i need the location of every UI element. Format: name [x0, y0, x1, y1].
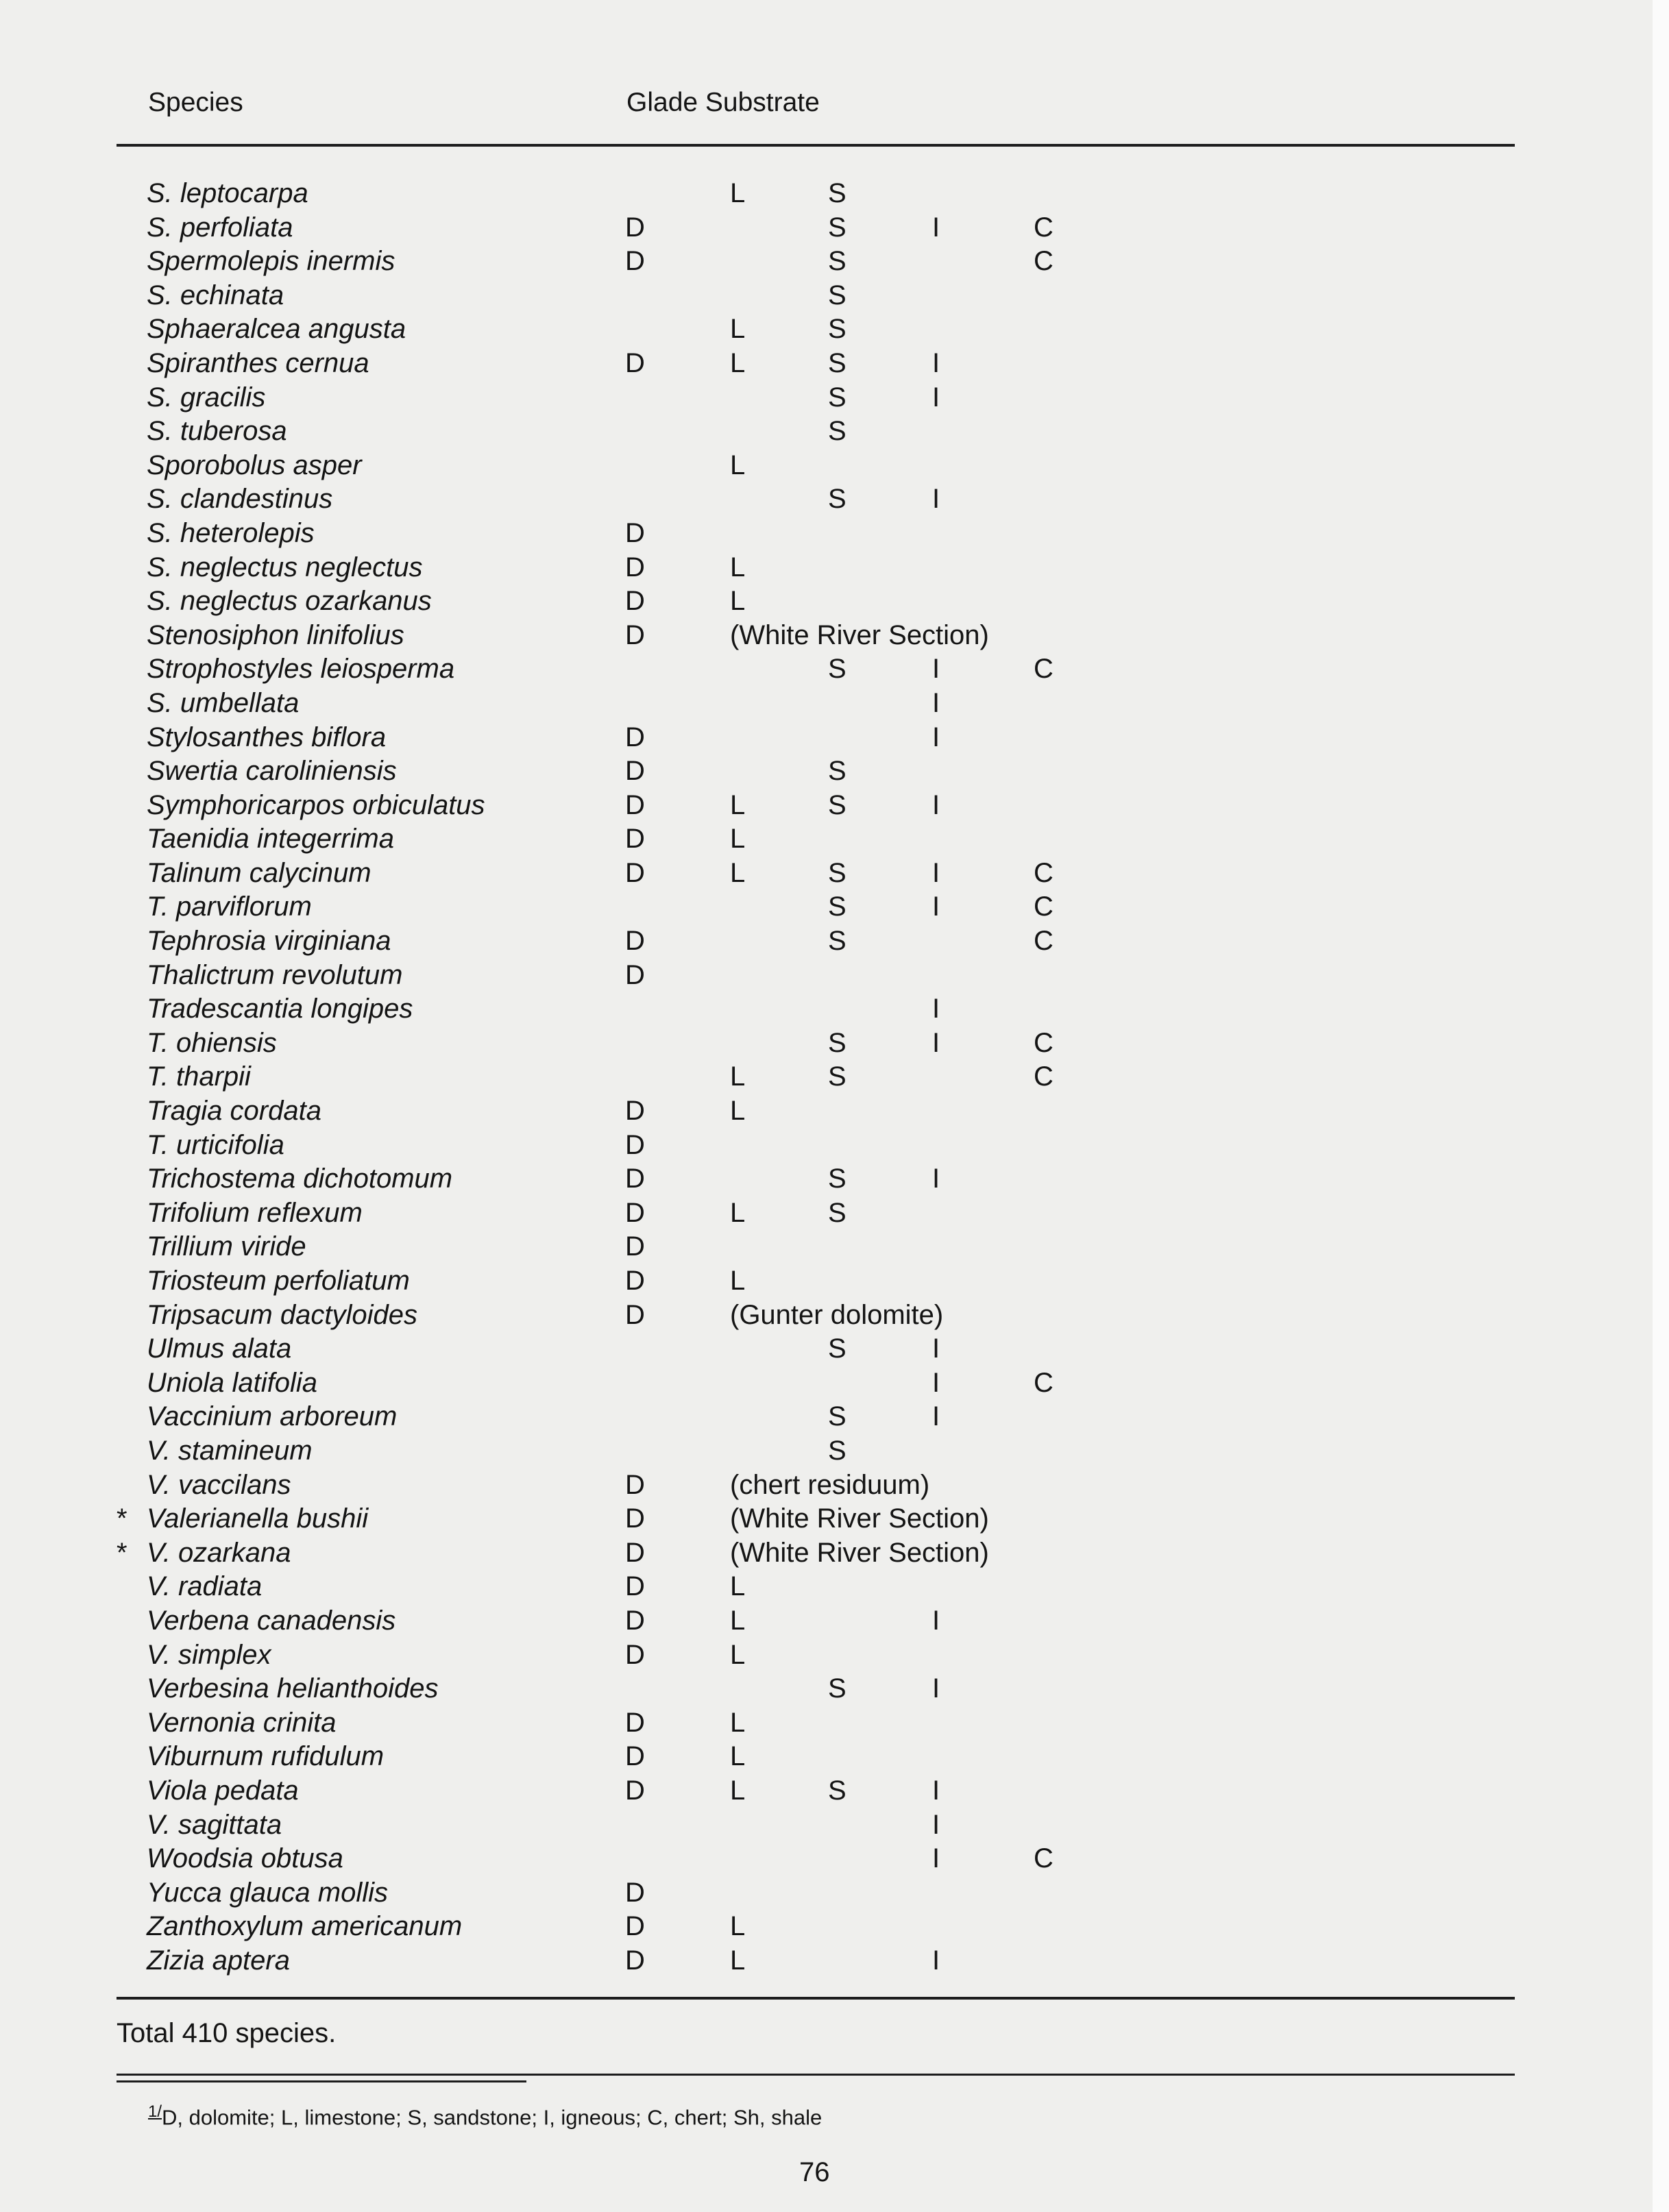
species-name: Sphaeralcea angusta	[147, 314, 406, 345]
dolomite-mark: D	[625, 756, 645, 787]
igneous-mark: I	[932, 892, 940, 922]
sandstone-mark: S	[828, 1197, 846, 1228]
species-name: Tephrosia virginiana	[147, 926, 391, 957]
species-name: Verbena canadensis	[147, 1605, 396, 1636]
species-name: V. stamineum	[147, 1435, 313, 1466]
dolomite-mark: D	[625, 824, 645, 855]
species-name: Vernonia crinita	[147, 1707, 337, 1738]
table-row	[0, 1332, 1669, 1366]
table-row	[0, 551, 1669, 585]
table-row	[0, 381, 1669, 415]
footnote-rule	[117, 2080, 526, 2082]
dolomite-mark: D	[625, 926, 645, 957]
limestone-mark: L	[730, 789, 746, 820]
table-row	[0, 1502, 1669, 1536]
dolomite-mark: D	[625, 1231, 645, 1262]
table-row	[0, 1400, 1669, 1434]
asterisk-mark: *	[117, 1503, 127, 1534]
sandstone-mark: S	[828, 1334, 846, 1364]
sandstone-mark: S	[828, 1401, 846, 1432]
table-row	[0, 177, 1669, 211]
species-name: Verbesina helianthoides	[147, 1673, 439, 1704]
species-name: Sporobolus asper	[147, 450, 362, 480]
table-row	[0, 619, 1669, 653]
igneous-mark: I	[932, 857, 940, 888]
table-row	[0, 1468, 1669, 1503]
species-name: S. echinata	[147, 280, 284, 310]
table-row	[0, 822, 1669, 857]
igneous-mark: I	[932, 1164, 940, 1194]
species-name: T. ohiensis	[147, 1027, 277, 1058]
table-row	[0, 1740, 1669, 1774]
chert-mark: C	[1034, 1061, 1053, 1092]
substrate-note: (Gunter dolomite)	[730, 1299, 944, 1330]
species-name: Uniola latifolia	[147, 1367, 318, 1398]
igneous-mark: I	[932, 1843, 940, 1874]
chert-mark: C	[1034, 926, 1053, 957]
dolomite-mark: D	[625, 1571, 645, 1602]
table-row	[0, 924, 1669, 959]
limestone-mark: L	[730, 1775, 746, 1806]
table-row	[0, 1366, 1669, 1401]
table-row	[0, 687, 1669, 721]
species-name: Tripsacum dactyloides	[147, 1299, 417, 1330]
species-name: S. heterolepis	[147, 517, 315, 548]
dolomite-mark: D	[625, 517, 645, 548]
sandstone-mark: S	[828, 789, 846, 820]
dolomite-mark: D	[625, 1945, 645, 1976]
igneous-mark: I	[932, 1775, 940, 1806]
sandstone-mark: S	[828, 1027, 846, 1058]
table-row	[0, 482, 1669, 517]
limestone-mark: L	[730, 824, 746, 855]
species-name: V. ozarkana	[147, 1537, 291, 1568]
table-row	[0, 1944, 1669, 1978]
species-name: S. perfoliata	[147, 212, 293, 243]
sandstone-mark: S	[828, 314, 846, 345]
dolomite-mark: D	[625, 789, 645, 820]
species-name: Tradescantia longipes	[147, 994, 413, 1024]
chert-mark: C	[1034, 857, 1053, 888]
dolomite-mark: D	[625, 1775, 645, 1806]
chert-mark: C	[1034, 1027, 1053, 1058]
species-name: V. simplex	[147, 1639, 271, 1670]
species-name: Ulmus alata	[147, 1334, 292, 1364]
dolomite-mark: D	[625, 1639, 645, 1670]
dolomite-mark: D	[625, 1469, 645, 1500]
dolomite-mark: D	[625, 347, 645, 378]
igneous-mark: I	[932, 1809, 940, 1840]
table-row	[0, 1910, 1669, 1944]
chert-mark: C	[1034, 654, 1053, 685]
igneous-mark: I	[932, 1673, 940, 1704]
igneous-mark: I	[932, 1401, 940, 1432]
table-row	[0, 1638, 1669, 1673]
limestone-mark: L	[730, 1061, 746, 1092]
sandstone-mark: S	[828, 178, 846, 208]
column-header-species: Species	[148, 88, 243, 117]
sandstone-mark: S	[828, 347, 846, 378]
species-name: S. clandestinus	[147, 484, 333, 515]
sandstone-mark: S	[828, 857, 846, 888]
table-row	[0, 1434, 1669, 1468]
table-row	[0, 1094, 1669, 1129]
dolomite-mark: D	[625, 586, 645, 617]
dolomite-mark: D	[625, 1911, 645, 1942]
dolomite-mark: D	[625, 1129, 645, 1160]
dolomite-mark: D	[625, 1096, 645, 1127]
igneous-mark: I	[932, 1334, 940, 1364]
species-name: Zizia aptera	[147, 1945, 290, 1976]
species-name: Talinum calycinum	[147, 857, 371, 888]
species-name: T. urticifolia	[147, 1129, 284, 1160]
species-name: V. radiata	[147, 1571, 263, 1602]
species-name: Zanthoxylum americanum	[147, 1911, 463, 1942]
species-name: Trillium viride	[147, 1231, 306, 1262]
table-row	[0, 1536, 1669, 1571]
igneous-mark: I	[932, 1027, 940, 1058]
species-name: S. umbellata	[147, 687, 300, 718]
table-row	[0, 1299, 1669, 1333]
limestone-mark: L	[730, 347, 746, 378]
sandstone-mark: S	[828, 1061, 846, 1092]
species-name: Tragia cordata	[147, 1096, 321, 1127]
substrate-note: (White River Section)	[730, 619, 989, 650]
limestone-mark: L	[730, 1096, 746, 1127]
table-row	[0, 517, 1669, 551]
dolomite-mark: D	[625, 959, 645, 990]
species-name: Triosteum perfoliatum	[147, 1266, 410, 1296]
table-row	[0, 1808, 1669, 1843]
table-row	[0, 211, 1669, 245]
table-row	[0, 1774, 1669, 1808]
igneous-mark: I	[932, 789, 940, 820]
species-name: Swertia caroliniensis	[147, 756, 397, 787]
table-row	[0, 449, 1669, 483]
species-name: S. gracilis	[147, 382, 266, 413]
table-row	[0, 279, 1669, 313]
dolomite-mark: D	[625, 1707, 645, 1738]
table-row	[0, 1027, 1669, 1061]
species-name: T. tharpii	[147, 1061, 251, 1092]
limestone-mark: L	[730, 1707, 746, 1738]
dolomite-mark: D	[625, 857, 645, 888]
table-row	[0, 1129, 1669, 1163]
dolomite-mark: D	[625, 1877, 645, 1908]
species-name: Thalictrum revolutum	[147, 959, 403, 990]
limestone-mark: L	[730, 1911, 746, 1942]
table-row	[0, 652, 1669, 687]
table-row	[0, 245, 1669, 279]
species-name: Viburnum rufidulum	[147, 1741, 385, 1772]
limestone-mark: L	[730, 314, 746, 345]
dolomite-mark: D	[625, 1266, 645, 1296]
page-number: 76	[799, 2157, 830, 2187]
species-name: S. neglectus ozarkanus	[147, 586, 432, 617]
header-rule	[117, 144, 1515, 147]
species-name: Vaccinium arboreum	[147, 1401, 398, 1432]
limestone-mark: L	[730, 1571, 746, 1602]
igneous-mark: I	[932, 484, 940, 515]
table-row	[0, 721, 1669, 755]
limestone-mark: L	[730, 857, 746, 888]
table-row	[0, 1672, 1669, 1706]
species-name: Stylosanthes biflora	[147, 722, 387, 752]
species-name: Spermolepis inermis	[147, 246, 395, 277]
species-name: S. leptocarpa	[147, 178, 308, 208]
table-row	[0, 857, 1669, 891]
limestone-mark: L	[730, 552, 746, 582]
footnote-text: D, dolomite; L, limestone; S, sandstone; I, igneous; C, chert; Sh, shale	[162, 2105, 823, 2130]
sandstone-mark: S	[828, 484, 846, 515]
dolomite-mark: D	[625, 1197, 645, 1228]
species-table	[0, 177, 1669, 1978]
limestone-mark: L	[730, 586, 746, 617]
sandstone-mark: S	[828, 416, 846, 447]
sandstone-mark: S	[828, 1673, 846, 1704]
table-row	[0, 992, 1669, 1027]
limestone-mark: L	[730, 1197, 746, 1228]
species-name: Spiranthes cernua	[147, 347, 369, 378]
species-name: V. vaccilans	[147, 1469, 291, 1500]
sandstone-mark: S	[828, 1775, 846, 1806]
igneous-mark: I	[932, 1605, 940, 1636]
table-row	[0, 1162, 1669, 1196]
species-name: Valerianella bushii	[147, 1503, 369, 1534]
dolomite-mark: D	[625, 1299, 645, 1330]
species-name: Woodsia obtusa	[147, 1843, 343, 1874]
species-name: Trifolium reflexum	[147, 1197, 363, 1228]
sandstone-mark: S	[828, 1435, 846, 1466]
chert-mark: C	[1034, 212, 1053, 243]
sandstone-mark: S	[828, 212, 846, 243]
sandstone-mark: S	[828, 892, 846, 922]
total-species: Total 410 species.	[117, 2018, 337, 2048]
asterisk-mark: *	[117, 1537, 127, 1568]
species-name: S. tuberosa	[147, 416, 287, 447]
column-header-glade-substrate: Glade Substrate	[626, 88, 820, 117]
limestone-mark: L	[730, 1639, 746, 1670]
chert-mark: C	[1034, 1367, 1053, 1398]
igneous-mark: I	[932, 212, 940, 243]
dolomite-mark: D	[625, 1741, 645, 1772]
dolomite-mark: D	[625, 552, 645, 582]
dolomite-mark: D	[625, 722, 645, 752]
species-name: Symphoricarpos orbiculatus	[147, 789, 485, 820]
footnote-mark: 1/	[148, 2102, 162, 2121]
sandstone-mark: S	[828, 756, 846, 787]
table-row	[0, 959, 1669, 993]
dolomite-mark: D	[625, 1537, 645, 1568]
limestone-mark: L	[730, 1266, 746, 1296]
table-row	[0, 1570, 1669, 1604]
table-row	[0, 585, 1669, 619]
table-row	[0, 754, 1669, 789]
substrate-note: (White River Section)	[730, 1503, 989, 1534]
species-name: T. parviflorum	[147, 892, 312, 922]
dolomite-mark: D	[625, 1164, 645, 1194]
dolomite-mark: D	[625, 1503, 645, 1534]
limestone-mark: L	[730, 450, 746, 480]
table-row	[0, 415, 1669, 449]
sandstone-mark: S	[828, 654, 846, 685]
sandstone-mark: S	[828, 382, 846, 413]
species-name: Strophostyles leiosperma	[147, 654, 455, 685]
limestone-mark: L	[730, 1741, 746, 1772]
species-name: Taenidia integerrima	[147, 824, 394, 855]
dolomite-mark: D	[625, 619, 645, 650]
footnote	[148, 2102, 822, 2130]
species-name: Yucca glauca mollis	[147, 1877, 389, 1908]
species-name: S. neglectus neglectus	[147, 552, 423, 582]
sandstone-mark: S	[828, 1164, 846, 1194]
igneous-mark: I	[932, 382, 940, 413]
substrate-note: (White River Section)	[730, 1537, 989, 1568]
table-row	[0, 1604, 1669, 1638]
chert-mark: C	[1034, 1843, 1053, 1874]
chert-mark: C	[1034, 246, 1053, 277]
table-row	[0, 312, 1669, 347]
limestone-mark: L	[730, 178, 746, 208]
igneous-mark: I	[932, 994, 940, 1024]
species-name: V. sagittata	[147, 1809, 282, 1840]
substrate-note: (chert residuum)	[730, 1469, 930, 1500]
chert-mark: C	[1034, 892, 1053, 922]
table-row	[0, 1230, 1669, 1264]
dolomite-mark: D	[625, 1605, 645, 1636]
species-name: Stenosiphon linifolius	[147, 619, 404, 650]
sandstone-mark: S	[828, 280, 846, 310]
sandstone-mark: S	[828, 926, 846, 957]
igneous-mark: I	[932, 1367, 940, 1398]
table-bottom-rule	[117, 1997, 1515, 2000]
limestone-mark: L	[730, 1605, 746, 1636]
species-name: Trichostema dichotomum	[147, 1164, 453, 1194]
bottom-rule	[117, 2074, 1515, 2076]
table-row	[0, 890, 1669, 924]
igneous-mark: I	[932, 1945, 940, 1976]
table-row	[0, 1264, 1669, 1299]
table-row	[0, 1706, 1669, 1741]
table-row	[0, 1842, 1669, 1876]
igneous-mark: I	[932, 347, 940, 378]
dolomite-mark: D	[625, 246, 645, 277]
table-row	[0, 789, 1669, 823]
igneous-mark: I	[932, 722, 940, 752]
dolomite-mark: D	[625, 212, 645, 243]
igneous-mark: I	[932, 687, 940, 718]
page-edge	[1653, 0, 1669, 2212]
igneous-mark: I	[932, 654, 940, 685]
table-row	[0, 1876, 1669, 1910]
limestone-mark: L	[730, 1945, 746, 1976]
table-row	[0, 1196, 1669, 1231]
table-row	[0, 1060, 1669, 1094]
species-name: Viola pedata	[147, 1775, 299, 1806]
table-row	[0, 347, 1669, 381]
sandstone-mark: S	[828, 246, 846, 277]
